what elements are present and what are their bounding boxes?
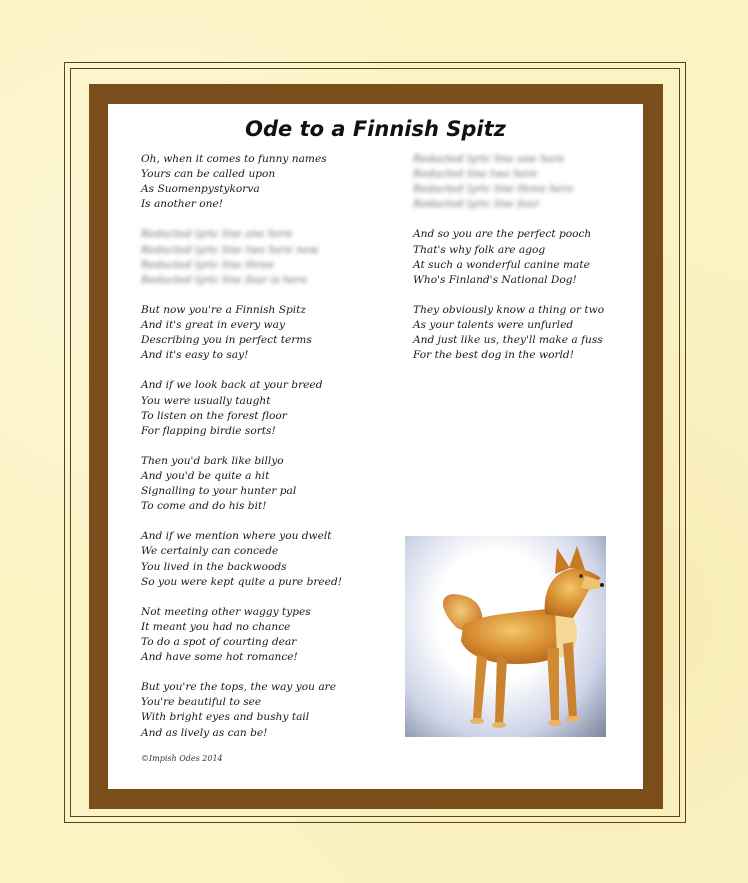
poem-paper [108, 104, 643, 789]
poem-line: And if we look back at your breed [141, 379, 323, 392]
poem-line: To do a spot of courting dear [141, 636, 297, 648]
poem-line: And you'd be quite a hit [141, 469, 270, 482]
dog-photo [405, 536, 606, 737]
poem-line: And it's great in every way [141, 319, 285, 332]
poem-line: They obviously know a thing or two [413, 303, 605, 316]
poem-line: But now you're a Finnish Spitz [141, 303, 307, 316]
poem-line: You were usually taught [141, 394, 271, 407]
poem-stanza [141, 227, 381, 287]
poem-title: Ode to a Finnish Spitz [245, 117, 506, 141]
poem-stanza [141, 605, 381, 665]
poem-line: So you were kept quite a pure breed! [141, 575, 342, 588]
poem-line: Yours can be called upon [141, 168, 276, 181]
poem-line: Redacted lyric line four is here [141, 273, 308, 286]
poem-line: As Suomenpystykorva [141, 183, 260, 196]
poem-stanza [413, 303, 633, 363]
poem-line: At such a wonderful canine mate [413, 258, 590, 271]
poem-line: Who's Finland's National Dog! [413, 273, 577, 286]
poem-line: Redacted lyric line four [413, 198, 540, 211]
poem-line: Not meeting other waggy types [141, 605, 311, 618]
poem-line: As your talents were unfurled [413, 319, 574, 332]
poem-line: Redacted lyric line two here now [141, 243, 319, 256]
dog-photo-icon [405, 536, 606, 737]
poem-stanza [141, 454, 381, 514]
poem-line: You're beautiful to see [141, 696, 262, 709]
poem-stanza [141, 378, 381, 438]
poem-line: And just like us, they'll make a fuss [413, 334, 603, 347]
poem-line: Oh, when it comes to funny names [141, 153, 327, 165]
poem-line: Redacted lyric line one here [413, 153, 565, 165]
poem-line: Is another one! [141, 198, 224, 211]
poem-line: And so you are the perfect pooch [413, 228, 592, 241]
poem-line: We certainly can concede [141, 545, 279, 558]
poem-line: Redacted line two here [413, 168, 538, 181]
poem-line: Describing you in perfect terms [141, 334, 312, 347]
poem-line: For flapping birdie sorts! [141, 424, 276, 437]
poem-line: But you're the tops, the way you are [141, 681, 336, 694]
poem-line: That's why folk are agog [413, 243, 546, 256]
poem-stanza [141, 529, 381, 589]
poem-line: Signalling to your hunter pal [141, 485, 297, 498]
poem-line: To come and do his bit! [141, 500, 267, 513]
poem-line: For the best dog in the world! [413, 349, 574, 362]
copyright-note: ©Impish Odes 2014 [141, 754, 223, 763]
poem-line: And it's easy to say! [141, 349, 249, 362]
poem-line: Redacted lyric line three [141, 258, 274, 271]
poem-line: It meant you had no chance [141, 620, 291, 633]
poem-stanza [413, 227, 633, 287]
poem-line: With bright eyes and bushy tail [141, 711, 310, 724]
poem-line: And have some hot romance! [141, 651, 298, 664]
poem-line: And as lively as can be! [141, 726, 268, 739]
poem-right-column [413, 152, 633, 378]
poem-line: Redacted lyric line three here [413, 183, 574, 196]
poem-line: To listen on the forest floor [141, 409, 287, 422]
poem-left-column [141, 152, 381, 756]
poem-line: Then you'd bark like billyo [141, 454, 284, 467]
poem-stanza [141, 680, 381, 740]
poem-stanza [141, 303, 381, 363]
poem-stanza [141, 152, 381, 212]
poem-line: Redacted lyric line one here [141, 228, 293, 241]
poem-stanza [413, 152, 633, 212]
poem-line: And if we mention where you dwelt [141, 530, 332, 543]
poem-line: You lived in the backwoods [141, 560, 287, 573]
